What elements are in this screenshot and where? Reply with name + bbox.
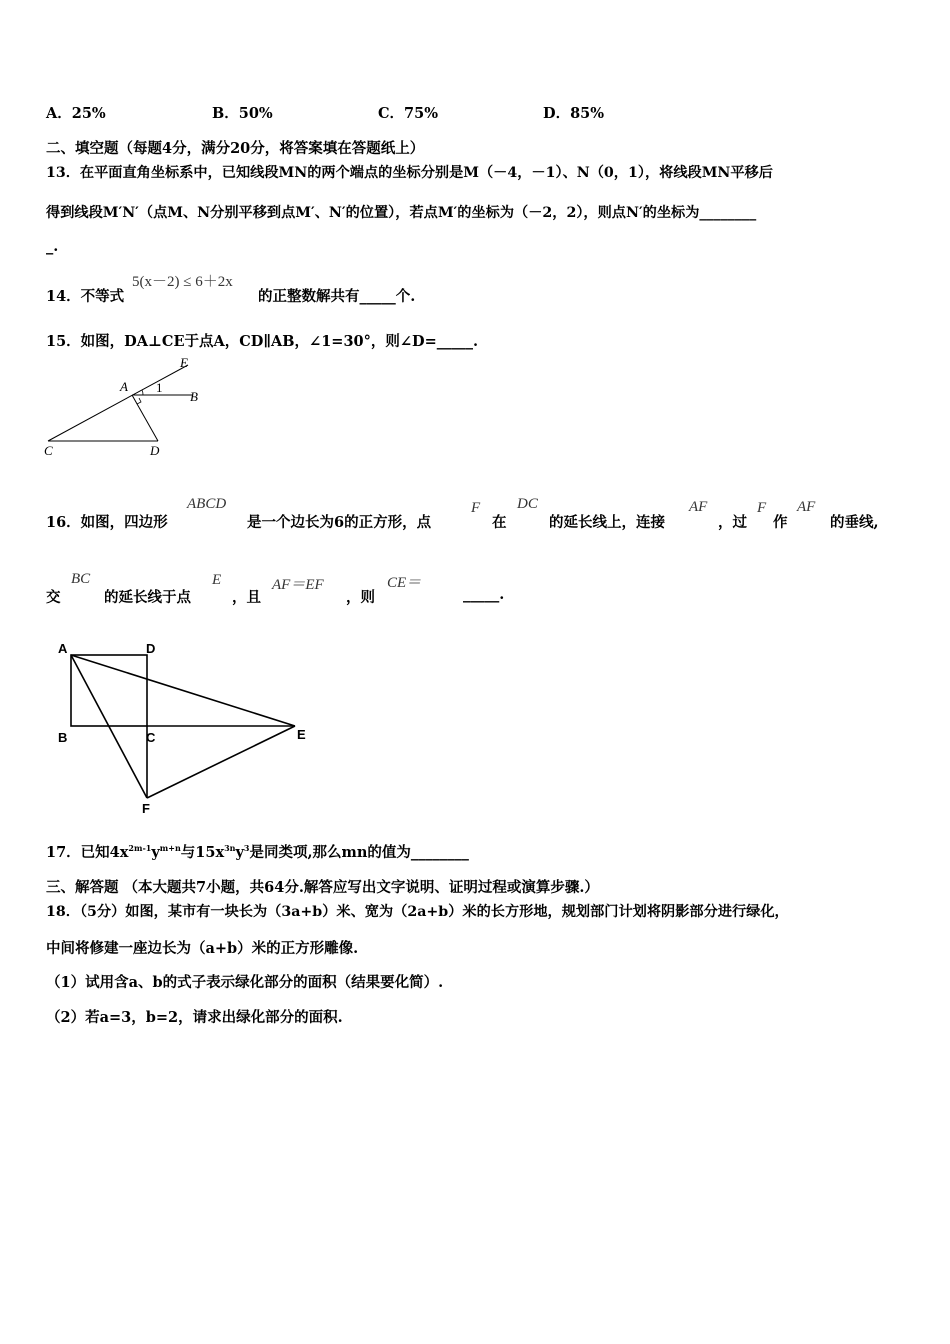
section2-heading: 二、填空题（每题4分，满分20分，将答案填在答题纸上） xyxy=(46,140,425,157)
choice-c: C．75% xyxy=(378,105,438,122)
choice-d: D．85% xyxy=(543,105,605,122)
q15-figure xyxy=(40,355,220,465)
q16-math-f2: F xyxy=(757,500,767,516)
q16-figure xyxy=(50,635,320,820)
q14-prefix: 14．不等式 xyxy=(46,288,125,305)
q16-math-e: E xyxy=(212,572,222,588)
q16-math-f1: F xyxy=(471,500,481,516)
q16-math-af2: AF xyxy=(797,499,816,515)
q16-part4: 的延长线上，连接 xyxy=(549,514,665,531)
fig16-label-f: F xyxy=(142,801,150,816)
q16-math-abcd: ABCD xyxy=(187,496,227,512)
q16-part1: 16．如图，四边形 xyxy=(46,514,168,531)
section3-heading: 三、解答题 （本大题共7小题，共64分.解答应写出文字说明、证明过程或演算步骤.） xyxy=(46,879,599,896)
fig15-label-e: E xyxy=(180,355,188,370)
fig15-label-a: A xyxy=(120,379,128,394)
fig16-label-d: D xyxy=(146,641,156,656)
fig15-label-b: B xyxy=(190,389,198,404)
fig15-label-d: D xyxy=(150,443,160,458)
q16-math-afef: AF＝EF xyxy=(272,577,324,593)
q18-line2: 中间将修建一座边长为（a+b）米的正方形雕像. xyxy=(46,940,359,957)
fig15-angle-1: 1 xyxy=(156,380,163,395)
q16-part7: 的垂线, xyxy=(830,514,879,531)
q18-line1: 18．（5分）如图，某市有一块长为（3a+b）米、宽为（2a+b）米的长方形地，规划部门计划将阴影部分进行绿化， xyxy=(46,904,789,920)
fig15-label-c: C xyxy=(44,443,53,458)
q16-math-af1: AF xyxy=(689,499,708,515)
fig16-label-e: E xyxy=(297,727,306,742)
q13-line2: 得到线段M′N′（点M、N分别平移到点M′、N′的位置），若点M′的坐标为（－2，2），则点N′的坐标为________ xyxy=(46,205,757,221)
q14-suffix: 的正整数解共有_____个. xyxy=(258,288,416,305)
q16-math-ce: CE＝ xyxy=(387,575,422,591)
q16-math-dc: DC xyxy=(517,496,538,512)
q15-text: 15．如图，DA⊥CE于点A，CD∥AB，∠1=30°，则∠D=_____. xyxy=(46,333,479,350)
q17-text: 17．已知$4x^{2m-1}y^{m+n}$与$15x^{3n}y^3$是同类项,那么mn的值为________ xyxy=(46,843,469,861)
q18-sub1: （1）试用含a、b的式子表示绿化部分的面积（结果要化简）. xyxy=(46,974,444,991)
q16-part11: ，则 xyxy=(346,589,375,606)
q16-part3: 在 xyxy=(492,514,507,531)
q16-part2: 是一个边长为6的正方形，点 xyxy=(247,514,432,531)
q16-part9: 的延长线于点 xyxy=(104,589,191,606)
choice-a: A．25% xyxy=(46,105,106,122)
q16-part8: 交 xyxy=(46,589,61,606)
q14-formula: 5(x－2) ≤ 6＋2x xyxy=(132,274,233,290)
q13-line1: 13．在平面直角坐标系中，已知线段MN的两个端点的坐标分别是M（－4，－1）、N（0，1），将线段MN平移后 xyxy=(46,165,773,181)
q16-math-bc: BC xyxy=(71,571,91,587)
fig16-label-c: C xyxy=(146,730,156,745)
q16-part5: ，过 xyxy=(718,514,747,531)
q16-part6: 作 xyxy=(773,514,788,531)
q16-part12: _____. xyxy=(463,586,505,603)
choice-b: B．50% xyxy=(212,105,273,122)
q18-sub2: （2）若a=3，b=2，请求出绿化部分的面积. xyxy=(46,1009,343,1026)
q16-part10: ，且 xyxy=(232,589,261,606)
q13-line3: _. xyxy=(46,238,59,255)
fig16-label-b: B xyxy=(58,730,68,745)
fig16-label-a: A xyxy=(58,641,68,656)
